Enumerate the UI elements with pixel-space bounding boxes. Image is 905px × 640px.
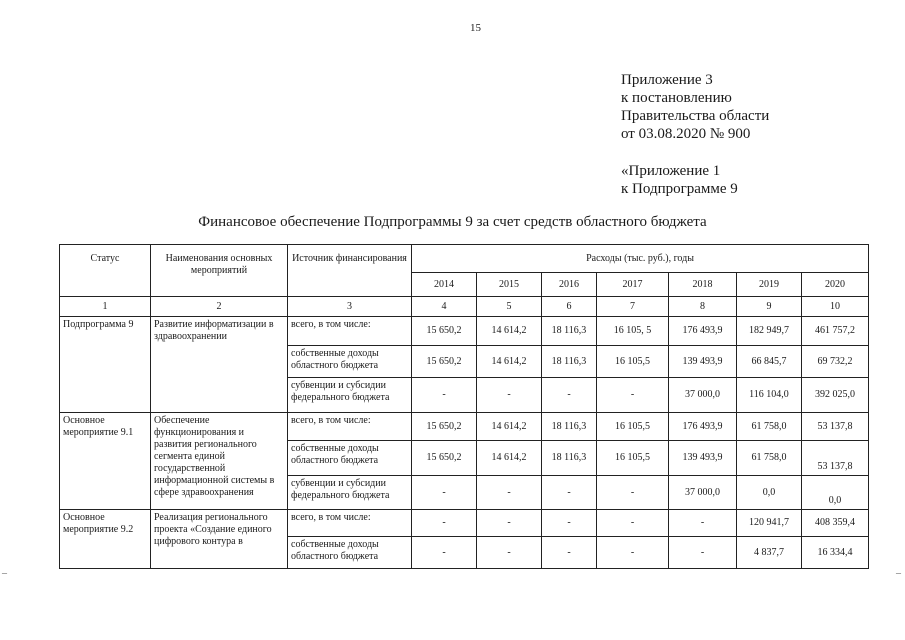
value-cell: - [542, 378, 597, 413]
value-cell: 14 614,2 [477, 441, 542, 476]
activity-cell: Реализация регионального проекта «Создание единого цифрового контура в [151, 510, 288, 569]
column-number: 7 [597, 297, 669, 317]
value-cell: 18 116,3 [542, 346, 597, 378]
year-header: 2020 [802, 273, 869, 297]
column-number: 9 [737, 297, 802, 317]
value-cell: 16 105,5 [597, 441, 669, 476]
value-cell: - [669, 537, 737, 569]
value-cell: - [542, 476, 597, 510]
financing-table [59, 244, 869, 569]
column-number: 3 [288, 297, 412, 317]
value-cell: 15 650,2 [412, 413, 477, 441]
activity-cell: Развитие информатизации в здравоохранении [151, 317, 288, 413]
document-title: Финансовое обеспечение Подпрограммы 9 за счет средств областного бюджета [198, 214, 707, 230]
column-number: 1 [60, 297, 151, 317]
source-cell: всего, в том числе: [288, 510, 412, 537]
year-header: 2017 [597, 273, 669, 297]
value-cell: 16 105,5 [597, 346, 669, 378]
value-cell: 16 105, 5 [597, 317, 669, 346]
value-cell: 176 493,9 [669, 413, 737, 441]
appendix-ref-line: к Подпрограмме 9 [621, 181, 738, 197]
value-cell: - [412, 378, 477, 413]
value-cell: 15 650,2 [412, 346, 477, 378]
column-number: 10 [802, 297, 869, 317]
header-source: Источник финансирования [288, 245, 412, 297]
source-cell: всего, в том числе: [288, 317, 412, 346]
value-cell: 15 650,2 [412, 317, 477, 346]
value-cell: 37 000,0 [669, 476, 737, 510]
status-cell: Основное мероприятие 9.1 [60, 413, 151, 510]
value-cell: - [542, 537, 597, 569]
value-cell: 0,0 [737, 476, 802, 510]
appendix-line: от 03.08.2020 № 900 [621, 126, 751, 142]
source-cell: собственные доходы областного бюджета [288, 441, 412, 476]
value-cell: 16 334,4 [802, 537, 869, 569]
value-cell: 461 757,2 [802, 317, 869, 346]
value-cell: - [412, 537, 477, 569]
value-cell: 0,0 [802, 476, 869, 510]
value-cell: 18 116,3 [542, 317, 597, 346]
column-number: 5 [477, 297, 542, 317]
value-cell: 14 614,2 [477, 317, 542, 346]
year-header: 2014 [412, 273, 477, 297]
value-cell: - [412, 476, 477, 510]
page-number: 15 [470, 22, 481, 34]
status-cell: Основное мероприятие 9.2 [60, 510, 151, 569]
value-cell: 139 493,9 [669, 346, 737, 378]
source-cell: собственные доходы областного бюджета [288, 537, 412, 569]
table-row [60, 317, 869, 346]
table-row [60, 510, 869, 537]
value-cell: 176 493,9 [669, 317, 737, 346]
value-cell: 53 137,8 [802, 413, 869, 441]
edge-mark-right: – [896, 568, 901, 579]
value-cell: 18 116,3 [542, 413, 597, 441]
value-cell: 37 000,0 [669, 378, 737, 413]
value-cell: 53 137,8 [802, 441, 869, 476]
source-cell: собственные доходы областного бюджета [288, 346, 412, 378]
value-cell: 14 614,2 [477, 346, 542, 378]
value-cell: 61 758,0 [737, 441, 802, 476]
column-number: 2 [151, 297, 288, 317]
source-cell: субвенции и субсидии федерального бюджета [288, 476, 412, 510]
header-status: Статус [60, 245, 151, 297]
value-cell: - [477, 378, 542, 413]
value-cell: 182 949,7 [737, 317, 802, 346]
header-activity: Наименования основных мероприятий [151, 245, 288, 297]
value-cell: - [477, 537, 542, 569]
header-expenses: Расходы (тыс. руб.), годы [412, 245, 869, 273]
value-cell: 18 116,3 [542, 441, 597, 476]
value-cell: 61 758,0 [737, 413, 802, 441]
appendix-line: к постановлению [621, 90, 732, 106]
edge-mark-left: – [2, 568, 7, 579]
activity-cell: Обеспечение функционирования и развития регионального сегмента единой государственной информационной системы в сфере здравоохранения [151, 413, 288, 510]
appendix-line: Правительства области [621, 108, 770, 124]
status-cell: Подпрограмма 9 [60, 317, 151, 413]
value-cell: - [597, 510, 669, 537]
value-cell: 14 614,2 [477, 413, 542, 441]
column-number: 6 [542, 297, 597, 317]
source-cell: субвенции и субсидии федерального бюджета [288, 378, 412, 413]
value-cell: 139 493,9 [669, 441, 737, 476]
value-cell: - [669, 510, 737, 537]
appendix-ref-line: «Приложение 1 [621, 163, 721, 179]
value-cell: - [477, 510, 542, 537]
value-cell: 392 025,0 [802, 378, 869, 413]
value-cell: 69 732,2 [802, 346, 869, 378]
column-number: 8 [669, 297, 737, 317]
column-number: 4 [412, 297, 477, 317]
appendix-reference [621, 71, 769, 198]
value-cell: 116 104,0 [737, 378, 802, 413]
value-cell: 15 650,2 [412, 441, 477, 476]
source-cell: всего, в том числе: [288, 413, 412, 441]
value-cell: - [477, 476, 542, 510]
value-cell: - [597, 476, 669, 510]
appendix-line: Приложение 3 [621, 72, 713, 88]
year-header: 2019 [737, 273, 802, 297]
value-cell: 4 837,7 [737, 537, 802, 569]
value-cell: - [597, 378, 669, 413]
year-header: 2015 [477, 273, 542, 297]
value-cell: 16 105,5 [597, 413, 669, 441]
year-header: 2018 [669, 273, 737, 297]
table-row [60, 413, 869, 441]
value-cell: - [542, 510, 597, 537]
year-header: 2016 [542, 273, 597, 297]
value-cell: 120 941,7 [737, 510, 802, 537]
value-cell: 408 359,4 [802, 510, 869, 537]
value-cell: - [597, 537, 669, 569]
value-cell: - [412, 510, 477, 537]
value-cell: 66 845,7 [737, 346, 802, 378]
